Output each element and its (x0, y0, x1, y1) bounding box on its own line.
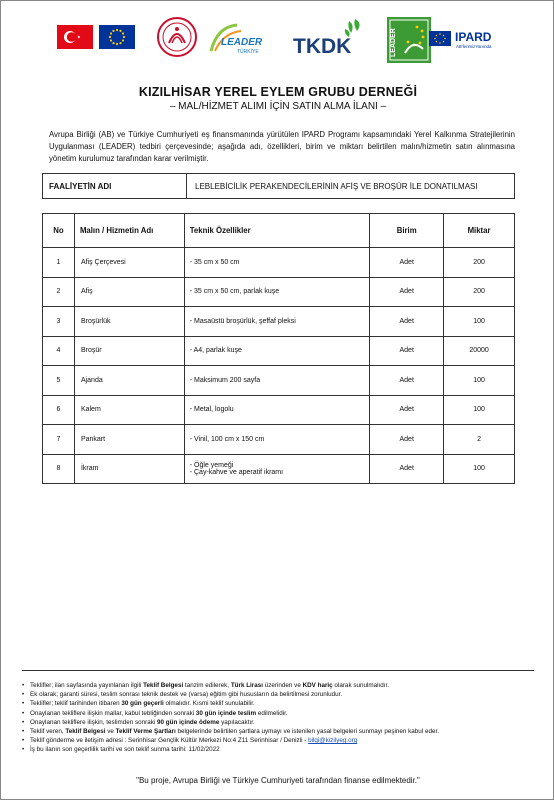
row-name: Ajanda (74, 366, 184, 396)
row-unit: Adet (370, 366, 444, 396)
note-text: olarak sunulmalıdır. (332, 682, 390, 689)
row-no: 1 (43, 248, 75, 278)
row-qty: 200 (444, 277, 515, 307)
row-spec (184, 395, 370, 425)
note-text: Onaylanan tekliflere ilişkin, teslimden sonraki (30, 718, 158, 726)
row-no: 4 (43, 336, 75, 366)
row-name: Broşürlük (74, 307, 184, 337)
eu-flag-icon (99, 25, 135, 49)
spec-line: - Vinil, 100 cm x 150 cm (189, 435, 265, 443)
ipard-logo (429, 27, 507, 51)
activity-label: FAALİYETİN ADI (43, 174, 187, 198)
row-qty: 20000 (444, 336, 515, 366)
note-emphasis: Teklif Belgesi (65, 728, 106, 736)
row-unit: Adet (370, 395, 444, 425)
row-no: 3 (43, 307, 75, 337)
spec-line: - 35 cm x 50 cm, parlak kuşe (189, 288, 280, 296)
note-text: Teklif gönderme ve iletişim adresi : Serinhisar Gençlik Kültür Merkezi No:4 Z11 Serinhisar / Denizli - (30, 737, 309, 745)
table-header-row (43, 214, 515, 248)
note-text: Teklifler; teklif tarihinden itibaren (30, 700, 122, 708)
header-spec: Teknik Özellikler (184, 214, 370, 248)
note-emphasis: Teklif Belgesi (143, 682, 184, 689)
row-no: 7 (43, 425, 75, 455)
row-unit: Adet (370, 336, 444, 366)
note-text: İş bu ilanın son geçerlilik tarihi ve son teklif sunma tarihi: 11/02/2022 (30, 746, 220, 754)
table-row (43, 277, 515, 307)
note-text: Teklif veren, (30, 728, 66, 736)
note-item (22, 690, 534, 699)
table-row (43, 395, 515, 425)
note-text: Onaylanan tekliflere ilişkin mallar, kabul tebliğinden sonraki (30, 709, 196, 717)
row-unit: Adet (370, 248, 444, 278)
row-unit: Adet (370, 454, 444, 484)
table-row (43, 366, 515, 396)
header-name: Malın / Hizmetin Adı (74, 214, 184, 248)
row-qty: 100 (444, 307, 515, 337)
table-row (43, 454, 515, 484)
note-emphasis: 90 gün içinde ödeme (157, 718, 220, 726)
header-no: No (43, 214, 75, 248)
row-name: İkram (74, 454, 184, 484)
spec-line: - Maksimum 200 sayfa (189, 376, 261, 384)
leader-eu-text: LEADER (390, 28, 397, 57)
spec-line: - A4, parlak kuşe (189, 347, 242, 355)
note-text: edilmelidir. (256, 709, 288, 717)
notes-list (22, 670, 534, 755)
row-spec (184, 277, 370, 307)
leader-eu-logo (387, 17, 431, 63)
row-name: Kalem (74, 395, 184, 425)
row-spec (184, 307, 370, 337)
logo-strip (57, 15, 507, 63)
row-name: Afiş Çerçevesi (74, 248, 184, 278)
note-emphasis: KDV hariç (302, 682, 333, 689)
note-emphasis: 30 gün içinde teslim (195, 709, 257, 717)
row-qty: 100 (444, 366, 515, 396)
ministry-seal-icon (157, 15, 197, 59)
row-spec (184, 366, 370, 396)
row-spec (184, 336, 370, 366)
note-item (22, 681, 534, 690)
row-no: 8 (43, 454, 75, 484)
row-qty: 100 (444, 395, 515, 425)
spec-line: - Çay-kahve ve aperatif ikramı (189, 468, 284, 476)
note-emphasis: Teklif Verme Şartları (115, 728, 176, 736)
table-row (43, 425, 515, 455)
row-qty: 2 (444, 425, 515, 455)
page-title: KIZILHİSAR YEREL EYLEM GRUBU DERNEĞİ (138, 85, 418, 99)
row-qty: 100 (444, 454, 515, 484)
note-text: belgelerinde belirtilen şartlara uymayı ve istenilen yasal belgeleri sunmayı peşinen kabul eder. (175, 728, 439, 736)
row-name: Pankart (74, 425, 184, 455)
row-no: 6 (43, 395, 75, 425)
ipard-text: IPARD (455, 30, 492, 44)
note-emphasis: 30 gün geçerli (121, 700, 164, 708)
row-name: Broşür (74, 336, 184, 366)
row-name: Afiş (74, 277, 184, 307)
table-body (43, 248, 515, 484)
note-text: tanzim edilerek, (183, 682, 231, 689)
row-no: 5 (43, 366, 75, 396)
leader-sub-text: TÜRKİYE (237, 49, 259, 55)
row-spec (184, 454, 370, 484)
email-link[interactable]: bilgi@kizilyeg.org (308, 737, 358, 745)
note-item (22, 736, 534, 745)
note-emphasis: Türk Lirası (230, 682, 264, 689)
note-text: ve (105, 728, 116, 736)
note-item (22, 718, 534, 727)
row-no: 2 (43, 277, 75, 307)
header-unit: Birim (370, 214, 444, 248)
row-unit: Adet (370, 425, 444, 455)
row-spec (184, 425, 370, 455)
spec-line: - 35 cm x 50 cm (189, 258, 240, 266)
note-item (22, 727, 534, 736)
spec-line: - Masaüstü broşürlük, şeffaf pleksi (189, 317, 296, 325)
table-row (43, 307, 515, 337)
row-unit: Adet (370, 277, 444, 307)
note-text: olmalıdır. Kısmi teklif sunulabilir. (163, 700, 255, 708)
row-qty: 200 (444, 248, 515, 278)
note-text: yapılacaktır. (219, 718, 255, 726)
row-unit: Adet (370, 307, 444, 337)
ipard-sub-text: AB'lerimizYanında (456, 44, 492, 49)
items-table (42, 213, 515, 484)
activity-box (42, 173, 515, 199)
note-text: Ek olarak; garanti süresi, teslim sonrası teknik destek ve (varsa) eğitim gibi hususların da belirtilmesi zorunludur. (30, 691, 343, 699)
leader-text: LEADER (221, 37, 263, 48)
turkey-flag-icon (57, 25, 93, 49)
footer-note: "Bu proje, Avrupa Birliği ve Türkiye Cumhuriyeti tarafından finanse edilmektedir." (136, 776, 420, 785)
page-subtitle: – MAL/HİZMET ALIMI İÇİN SATIN ALMA İLANI – (169, 101, 387, 112)
spec-line: - Metal, logolu (189, 406, 234, 414)
header-qty: Miktar (444, 214, 515, 248)
tkdk-logo (289, 17, 379, 61)
note-item (22, 699, 534, 708)
row-spec (184, 248, 370, 278)
tkdk-text: TKDK (293, 35, 352, 58)
note-item (22, 745, 534, 754)
intro-paragraph: Avrupa Birliği (AB) ve Türkiye Cumhuriyeti eş finansmanında yürütülen IPARD Programı kapsamındaki Yerel Kalkınma Stratejilerinin Uygulanması (LEADER) tedbiri çerçevesinde; aşağıda adı, özellikleri, birim ve miktarı belirtilen malın/hizmetin satın alınmasına yönetim kurulumuz tarafından karar verilmiştir. (49, 130, 515, 163)
spec-line: - Öğle yemeği (189, 461, 234, 469)
table-row (43, 336, 515, 366)
activity-value: LEBLEBİCİLİK PERAKENDECİLERİNİN AFİŞ VE BROŞÜR İLE DONATILMASI (195, 181, 478, 191)
leader-turkiye-logo (207, 21, 269, 57)
note-item (22, 709, 534, 718)
table-row (43, 248, 515, 278)
note-text: üzerinden ve (263, 682, 303, 689)
note-text: Teklifler; ilan sayfasında yayınlanan ilgili (30, 682, 144, 689)
